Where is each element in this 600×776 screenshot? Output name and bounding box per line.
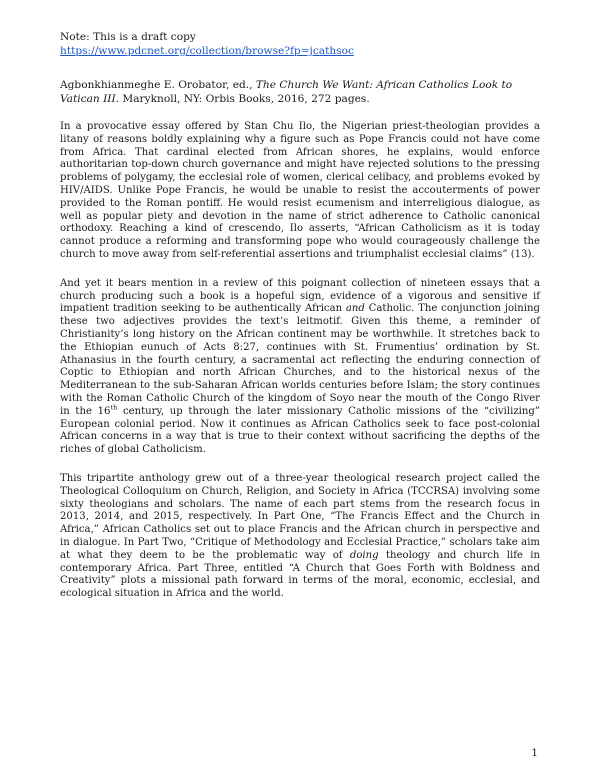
- paragraph-2-italic: and: [345, 303, 365, 315]
- citation-title: The Church We Want: African Catholics Look to Vatican III: [60, 79, 513, 105]
- paragraph-1: In a provocative essay offered by Stan Chu Ilo, the Nigerian priest-theologian provides a litany of reasons boldly explaining why a figure such as Pope Francis could not have come from Africa. That cardinal elected from African shores, he explains, would enforce authoritarian top-down church governance and might have rejected solutions to the pressing problems of polygamy, the ecclesial role of women, clerical celibacy, and problems evoked by HIV/AIDS. Unlike Pope Francis, he would be unable to resist the accouterments of power provided to the Roman pontiff. He would resist ecumenism and interreligious dialogue, as well as popular piety and devotion in the name of strict adherence to Catholic canonical orthodoxy. Reaching a kind of crescendo, Ilo asserts, “African Catholicism as it is today cannot produce a reforming and transforming pope who would courageously challenge the church to move away from self-referential assertions and triumphalist ecclesial claims” (13).: [60, 121, 540, 260]
- page-number: 1: [531, 747, 538, 759]
- citation-author: Agbonkhianmeghe E. Orobator, ed.,: [60, 79, 256, 91]
- paragraph-3-text-a: This tripartite anthology grew out of a three-year theological research project called the Theological Colloquium on Church, Religion, and Society in Africa (TCCRSA) involving some sixty theologians and scholars. The name of each part stems from the research focus in 2013, 2014, and 2015, respectively. In Part One, “The Francis Effect and the Church in Africa,” African Catholics set out to place Francis and the African church in perspective and in dialogue. In Part Two, “Critique of Methodology and Ecclesial Practice,” scholars take aim at what they deem to be the problematic way of: [60, 472, 540, 561]
- paragraph-2-text-b: Catholic. The conjunction joining these two adjectives provides the text’s leitmotif. Given this theme, a reminder of Christianity’s long history on the African continent may be worthwhile. It stretches back to the Ethiopian eunuch of Acts 8:27, continues with St. Frumentius’ ordination by St. Athanasius in the fourth century, a sacramental act reflecting the enduring connection of Coptic to Ethiopian and north African Churches, and to the historical nexus of the Mediterranean to the sub-Saharan African worlds centuries before Islam; the story continues with the Roman Catholic Church of the kingdom of Soyo near the mouth of the Congo River in the 16: [60, 303, 540, 417]
- paragraph-2-text-a: And yet it bears mention in a review of this poignant collection of nineteen essays that a church producing such a book is a hopeful sign, evidence of a vigorous and sensitive if impatient tradition seeking to be authentically African: [60, 277, 540, 315]
- paragraph-3-text-b: theology and church life in contemporary Africa. Part Three, entitled “A Church that Goes Forth with Boldness and Creativity” plots a missional path forward in terms of the moral, economic, ecclesial, and ecological situation in Africa and the world.: [60, 549, 540, 600]
- draft-note: Note: This is a draft copy: [60, 31, 196, 43]
- document-page: [60, 30, 540, 601]
- paragraph-3-italic: doing: [349, 549, 379, 561]
- book-citation: [60, 78, 540, 106]
- ordinal-superscript: th: [110, 403, 118, 412]
- paragraph-3: [60, 473, 540, 601]
- citation-publication: . Maryknoll, NY: Orbis Books, 2016, 272 pages.: [115, 93, 370, 105]
- paragraph-2-text-c: century, up through the later missionary Catholic missions of the “civilizing” European colonial period. Now it continues as African Catholics seek to face post-colonial African concerns in a way that is true to their context without sacrificing the depths of the riches of global Catholicism.: [60, 405, 540, 456]
- paragraph-2: [60, 278, 540, 457]
- source-link[interactable]: https://www.pdcnet.org/collection/browse?fp=jcathsoc: [60, 45, 354, 57]
